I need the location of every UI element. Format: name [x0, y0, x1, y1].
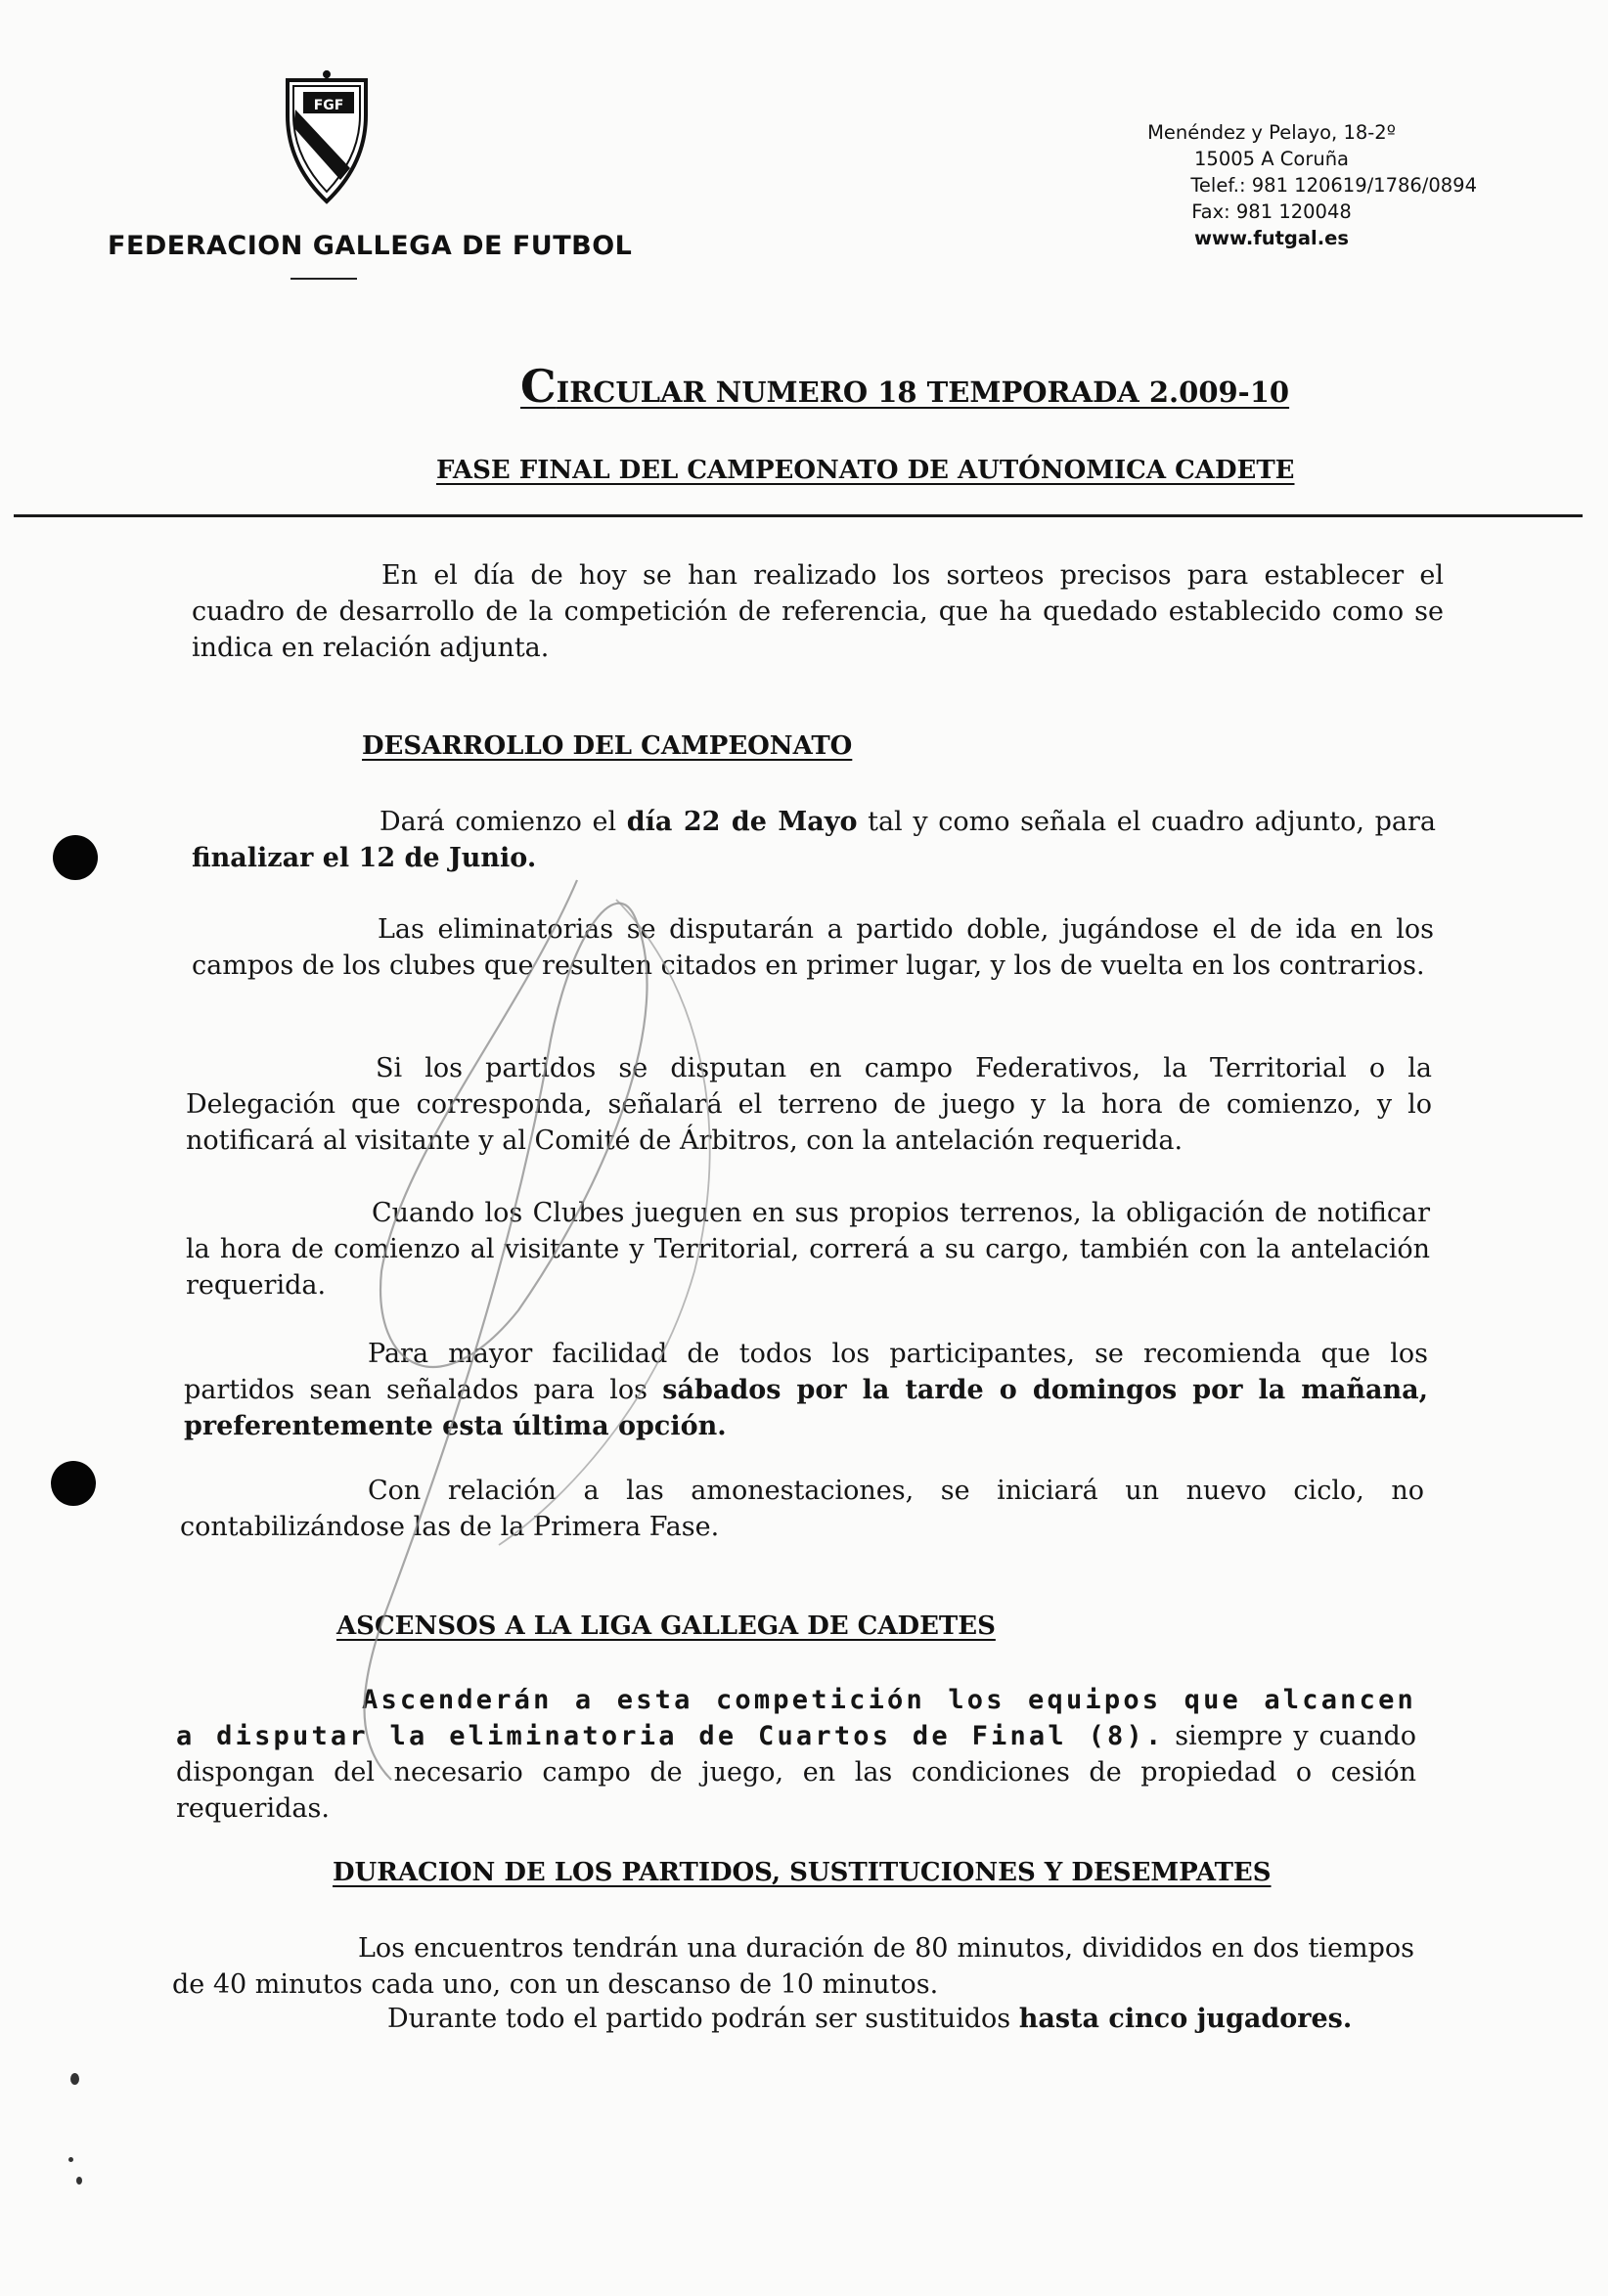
intro-text: En el día de hoy se han realizado los sorteos precisos para establecer el cuadro de desarrollo de la competición de referencia, que ha quedado establecido como se indica en relación adjunta. — [192, 560, 1444, 663]
duracion-paragraph-2 — [172, 2001, 1414, 2037]
desarrollo-paragraph-6 — [180, 1473, 1424, 1545]
section-heading-ascensos: ASCENSOS A LA LIGA GALLEGA DE CADETES — [336, 1612, 996, 1641]
address-block — [1066, 119, 1477, 251]
desarrollo-paragraph-4 — [186, 1195, 1430, 1303]
ascensos-paragraph — [176, 1682, 1416, 1827]
desarrollo-p1-c: tal y como señala el cuadro adjunto, para — [857, 807, 1436, 837]
address-street: Menéndez y Pelayo, 18-2º — [1147, 121, 1396, 144]
desarrollo-p1-a: Dará comienzo el — [380, 807, 627, 837]
organization-underline — [290, 278, 357, 280]
svg-text:FGF: FGF — [313, 98, 344, 113]
circular-subtitle: FASE FINAL DEL CAMPEONATO DE AUTÓNOMICA CADETE — [436, 456, 1295, 485]
start-date: día 22 de Mayo — [626, 807, 858, 837]
scan-speck — [68, 2157, 73, 2162]
desarrollo-p3-text: Si los partidos se disputan en campo Federativos, la Territorial o la Delegación que corresponda, señalará el terreno de juego y la hora de comienzo, y lo notificará al visitante y al Comité de Árbitros, con la antelación requerida. — [186, 1053, 1432, 1156]
substitution-limit: hasta cinco jugadores. — [1018, 2004, 1353, 2034]
federation-crest-icon — [282, 70, 372, 207]
address-fax: Fax: 981 120048 — [1191, 200, 1352, 223]
intro-paragraph — [192, 557, 1444, 666]
duracion-p1-text: Los encuentros tendrán una duración de 80 minutos, divididos en dos tiempos de 40 minutos cada uno, con un descanso de 10 minutos. — [172, 1933, 1414, 2000]
section-heading-desarrollo: DESARROLLO DEL CAMPEONATO — [362, 731, 853, 761]
desarrollo-paragraph-1 — [192, 804, 1436, 876]
desarrollo-p2-text: Las eliminatorias se disputarán a partido doble, jugándose el de ida en los campos de los clubes que resulten citados en primer lugar, y los de vuelta en los contrarios. — [192, 914, 1434, 981]
ascensos-p1-a: Ascenderán a esta competición los equipos que alcancen a disputar la eliminatoria de Cuartos de Final (8). — [176, 1685, 1416, 1751]
desarrollo-paragraph-5 — [184, 1336, 1428, 1444]
desarrollo-p5-a: Para mayor facilidad de todos los participantes, se recomienda que los partidos sean señalados para los — [184, 1339, 1428, 1405]
circular-initial: C — [520, 360, 557, 413]
end-date: finalizar el 12 de Junio. — [192, 843, 537, 873]
circular-title-rest: IRCULAR NUMERO 18 TEMPORADA 2.009-10 — [556, 375, 1290, 409]
ascensos-p1-b: siempre y cuando dispongan del necesario campo de juego, en las condiciones de propiedad o cesión requeridas. — [176, 1721, 1416, 1824]
scan-speck — [70, 2073, 79, 2085]
title-divider — [14, 514, 1583, 517]
website-link[interactable]: www.futgal.es — [1194, 227, 1349, 249]
organization-name: FEDERACION GALLEGA DE FUTBOL — [108, 231, 633, 261]
recommended-schedule: sábados por la tarde o domingos por la mañana, preferentemente esta última opción. — [184, 1375, 1428, 1441]
punch-hole-bottom — [51, 1461, 96, 1506]
duracion-p2-a: Durante todo el partido podrán ser sustituidos — [387, 2004, 1019, 2034]
duracion-paragraph-1 — [172, 1930, 1414, 2003]
circular-title — [520, 360, 1289, 413]
section-heading-duracion: DURACION DE LOS PARTIDOS, SUSTITUCIONES Y DESEMPATES — [333, 1858, 1272, 1887]
desarrollo-paragraph-2 — [192, 911, 1434, 984]
desarrollo-p6-text: Con relación a las amonestaciones, se iniciará un nuevo ciclo, no contabilizándose las de la Primera Fase. — [180, 1476, 1424, 1542]
scan-speck — [76, 2177, 82, 2185]
pencil-scribble-mark — [323, 861, 1007, 1799]
punch-hole-top — [53, 835, 98, 880]
desarrollo-paragraph-3 — [186, 1050, 1432, 1159]
desarrollo-p4-text: Cuando los Clubes jueguen en sus propios terrenos, la obligación de notificar la hora de comienzo al visitante y Territorial, correrá a su cargo, también con la antelación requerida. — [186, 1198, 1430, 1301]
address-city: 15005 A Coruña — [1194, 148, 1349, 170]
address-phone: Telef.: 981 120619/1786/0894 — [1190, 174, 1477, 197]
